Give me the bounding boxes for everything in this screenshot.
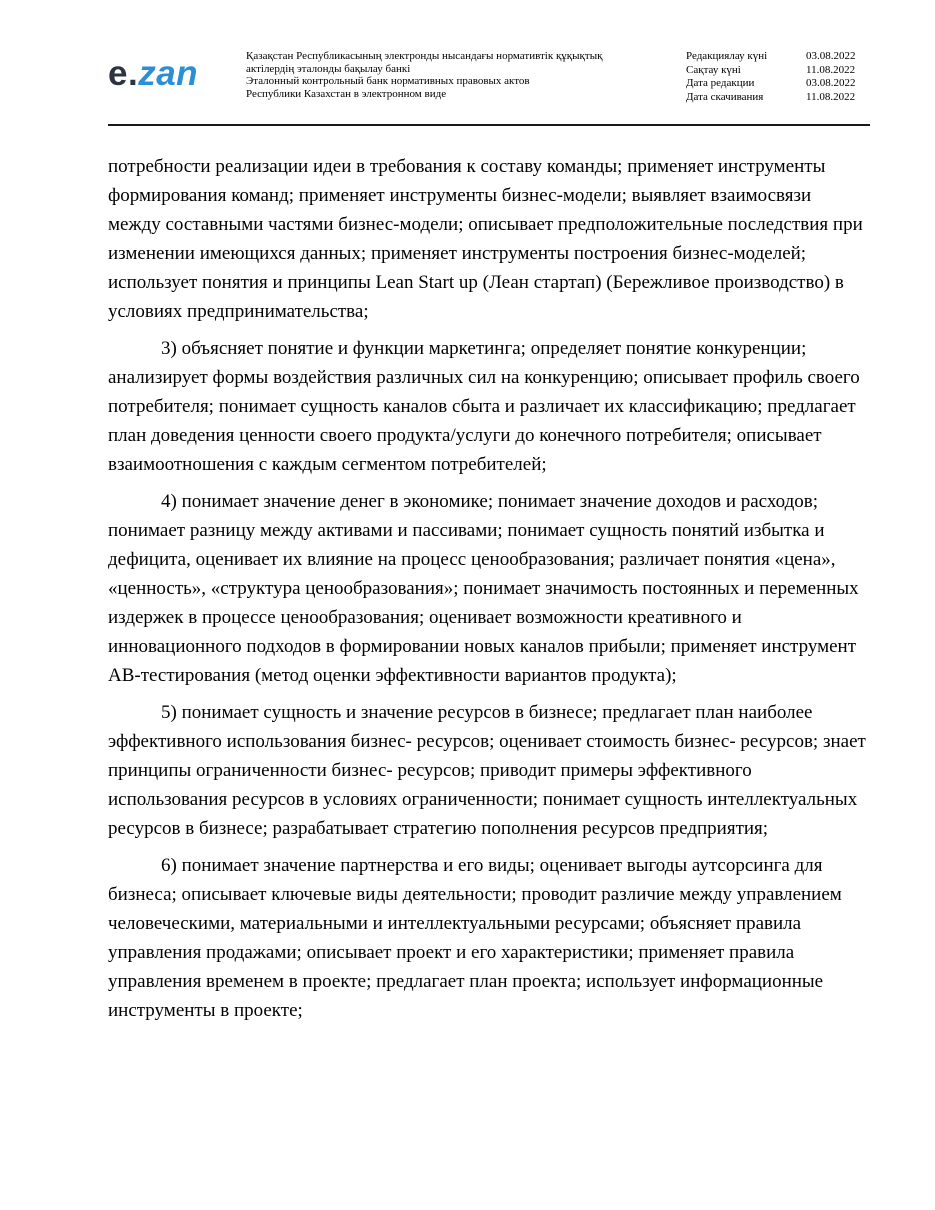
org-line-kz-1: Қазақстан Республикасының электронды нысандағы нормативтік құқықтық: [246, 50, 603, 62]
logo-e: e: [108, 54, 128, 93]
paragraph-continuation: потребности реализации идеи в требования к составу команды; применяет инструменты формирования команд; применяет инструменты бизнес-модели; выявляет взаимосвязи между составными частями бизнес-модели; описывает предположительные последствия при изменении имеющихся данных; применяет инструменты построения бизнес-моделей; использует понятия и принципы Lean Start up (Леан стартап) (Бережливое производство) в условиях предпринимательства;: [108, 156, 863, 322]
meta-row-download-ru: [686, 91, 866, 105]
paragraph-item-5: 5) понимает сущность и значение ресурсов в бизнесе; предлагает план наиболее эффективного использования бизнес- ресурсов; оценивает стоимость бизнес- ресурсов; знает принципы ограниченности бизнес- ресурсов; приводит примеры эффективного использования ресурсов в условиях ограниченности; понимает сущность интеллектуальных ресурсов в бизнесе; разрабатывает стратегию пополнения ресурсов предприятия;: [108, 702, 866, 839]
org-line-ru-1: Эталонный контрольный банк нормативных правовых актов: [246, 75, 530, 87]
meta-label: Дата редакции: [686, 77, 755, 89]
meta-value: 11.08.2022: [806, 63, 856, 76]
document-dates: [686, 50, 866, 104]
meta-label: Дата скачивания: [686, 90, 764, 103]
organization-name: [246, 50, 666, 100]
meta-value: 03.08.2022: [806, 50, 856, 62]
meta-row-save-kz: [686, 64, 866, 78]
org-line-ru-2: Республики Казахстан в электронном виде: [246, 87, 447, 100]
paragraph-item-4: 4) понимает значение денег в экономике; понимает значение доходов и расходов; понимает разницу между активами и пассивами; понимает сущность понятий избытка и дефицита, оценивает их влияние на процесс ценообразования; различает понятия «цена», «ценность», «структура ценообразования»; понимает значимость постоянных и переменных издержек в процессе ценообразования; оценивает возможности креативного и инновационного подходов в формировании новых каналов прибыли; применяет инструмент АВ-тестирования (метод оценки эффективности вариантов продукта);: [108, 491, 859, 686]
org-line-kz-2: актілердің эталонды бақылау банкі: [246, 62, 411, 75]
paragraph-item-3: 3) объясняет понятие и функции маркетинга; определяет понятие конкуренции; анализирует формы воздействия различных сил на конкуренцию; описывает профиль своего потребителя; понимает сущность каналов сбыта и различает их классификацию; предлагает план доведения ценности своего продукта/услуги до конечного потребителя; описывает взаимоотношения с каждым сегментом потребителей;: [108, 338, 860, 475]
meta-row-edit-ru: [686, 77, 866, 91]
logo-dot: .: [127, 54, 139, 93]
meta-value: 11.08.2022: [806, 90, 856, 103]
ezan-logo[interactable]: [108, 54, 198, 94]
paragraph-item-6: 6) понимает значение партнерства и его виды; оценивает выгоды аутсорсинга для бизнеса; описывает ключевые виды деятельности; проводит различие между управлением человеческими, материальными и интеллектуальными ресурсами; объясняет правила управления продажами; описывает проект и его характеристики; применяет правила управления временем в проекте; предлагает план проекта; использует информационные инструменты в проекте;: [108, 855, 842, 1021]
document-body: [108, 152, 868, 1033]
logo-zan: zan: [138, 54, 199, 93]
meta-label: Редакциялау күні: [686, 50, 768, 62]
meta-label: Сақтау күні: [686, 63, 741, 76]
meta-value: 03.08.2022: [806, 77, 856, 89]
header-divider: [108, 124, 870, 126]
meta-row-edit-kz: [686, 50, 866, 64]
document-header: [108, 46, 870, 126]
